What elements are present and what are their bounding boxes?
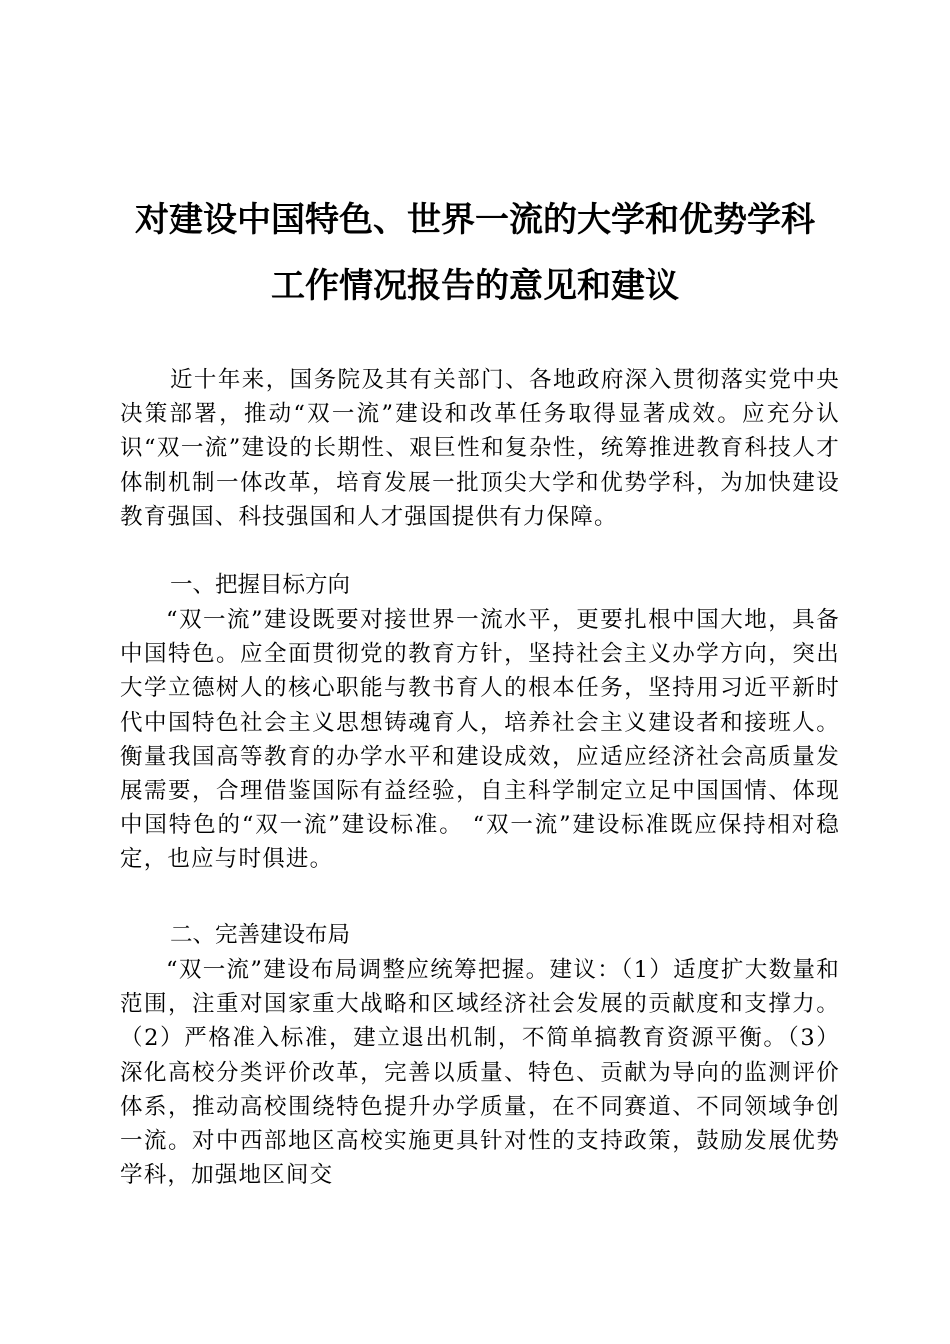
section-heading-1: 一、把握目标方向 xyxy=(170,572,351,598)
document-title-line-2: 工作情况报告的意见和建议 xyxy=(271,266,679,306)
intro-paragraph: 近十年来，国务院及其有关部门、各地政府深入贯彻落实党中央决策部署，推动“双一流”建设和改革任务取得显著成效。应充分认识“双一流”建设的长期性、艰巨性和复杂性，统筹推进教育科技人才体制机制一体改革，培育发展一批顶尖大学和优势学科，为加快建设教育强国、科技强国和人才强国提供有力保障。 xyxy=(120,367,840,530)
section-heading-2: 二、完善建设布局 xyxy=(170,922,351,948)
section-paragraph-1: “双一流”建设既要对接世界一流水平，更要扎根中国大地，具备中国特色。应全面贯彻党的教育方针，坚持社会主义办学方向，突出大学立德树人的核心职能与教书育人的根本任务，坚持用习近平新时代中国特色社会主义思想铸魂育人，培养社会主义建设者和接班人。衡量我国高等教育的办学水平和建设成效，应适应经济社会高质量发展需要，合理借鉴国际有益经验，自主科学制定立足中国国情、体现中国特色的“双一流”建设标准。 “双一流”建设标准既应保持相对稳定，也应与时俱进。 xyxy=(120,607,840,873)
section-paragraph-2: “双一流”建设布局调整应统筹把握。建议：（1）适度扩大数量和范围，注重对国家重大战略和区域经济社会发展的贡献度和支撑力。（2）严格准入标准，建立退出机制，不简单搞教育资源平衡。（3）深化高校分类评价改革，完善以质量、特色、贡献为导向的监测评价体系，推动高校围绕特色提升办学质量，在不同赛道、不同领域争创一流。对中西部地区高校实施更具针对性的支持政策，鼓励发展优势学科，加强地区间交 xyxy=(120,957,840,1189)
document-title-line-1: 对建设中国特色、世界一流的大学和优势学科 xyxy=(135,200,815,240)
